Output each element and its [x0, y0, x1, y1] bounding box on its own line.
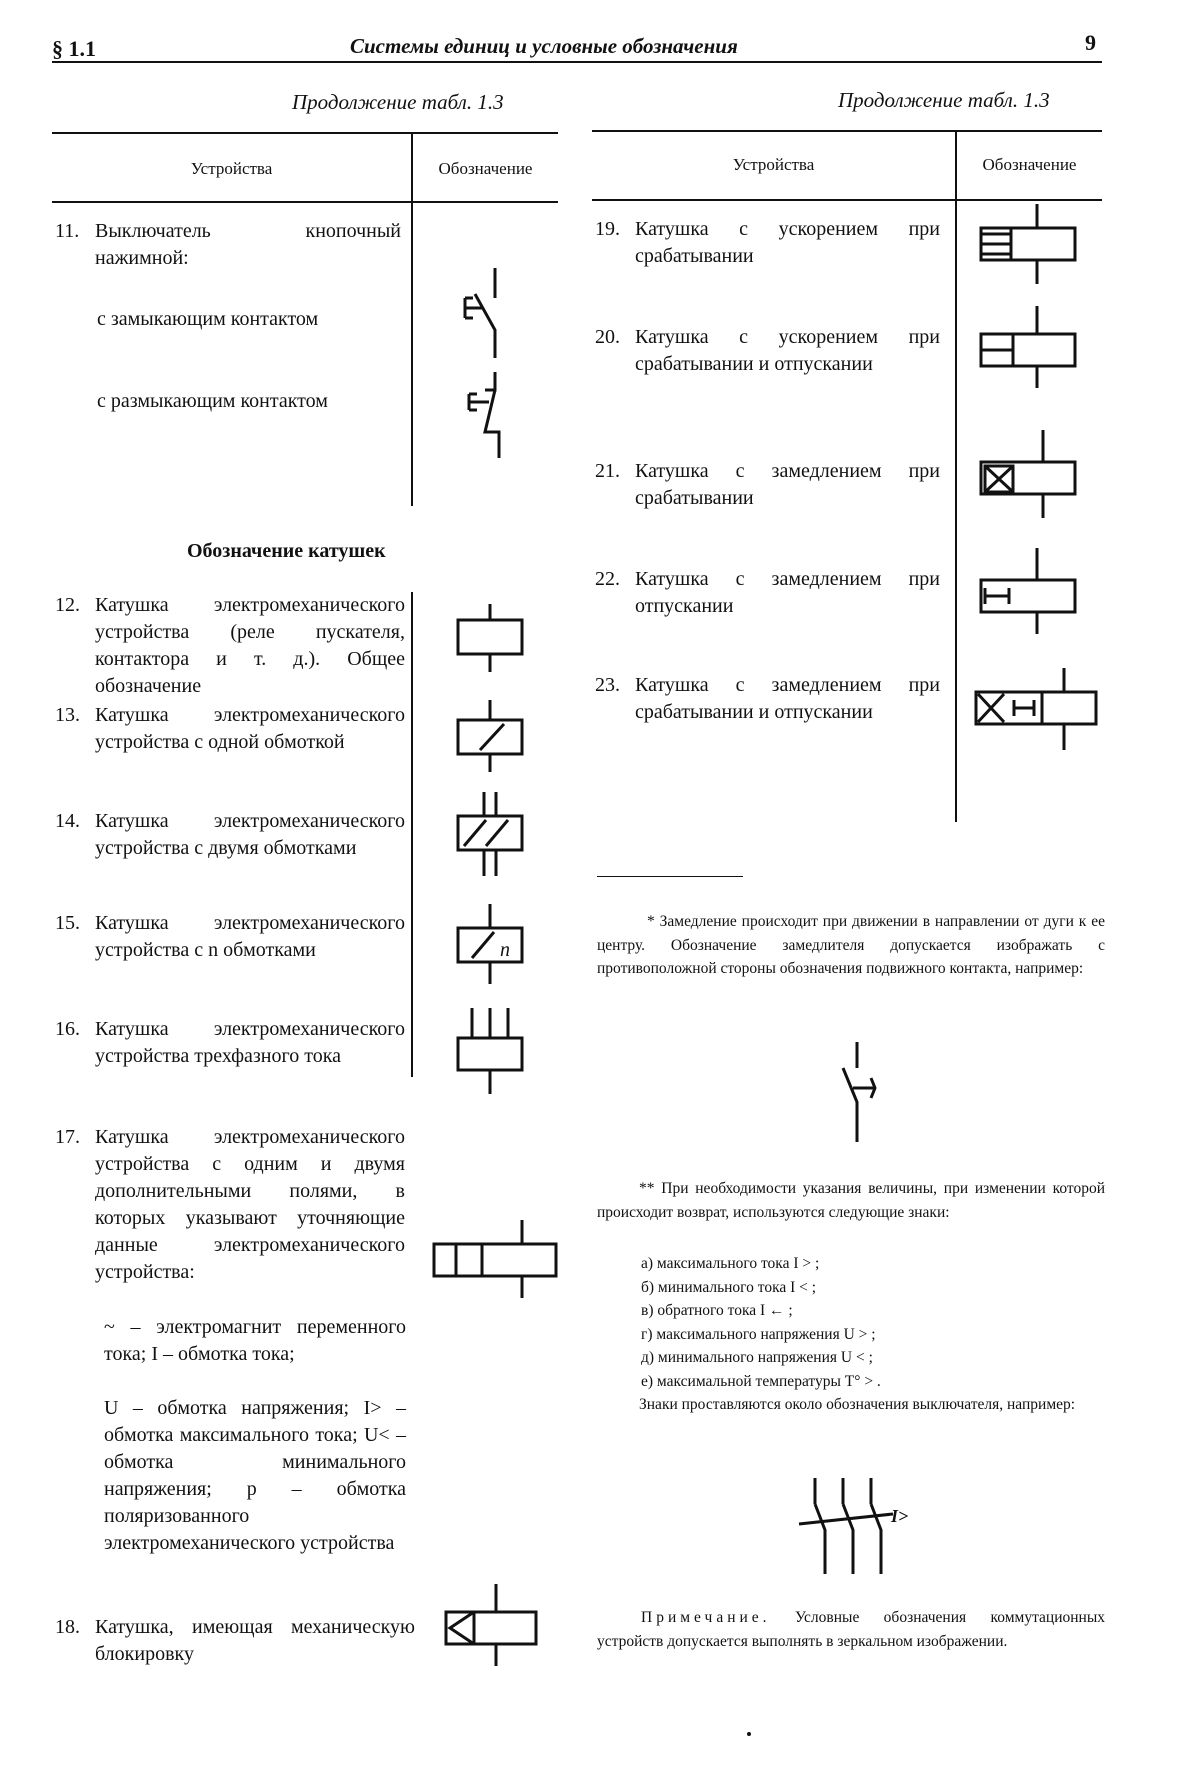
coil-delayed-operate-release-icon [970, 668, 1100, 756]
coil-three-phase-icon [450, 1008, 530, 1104]
right-table-top-rule [592, 130, 1102, 132]
item-text: Катушка с замедлением при срабатывании [635, 460, 940, 509]
right-table-divider [955, 130, 957, 822]
overcurrent-label: I> [891, 1506, 909, 1526]
item-text: Катушка с ускорением при срабатывании и отпускании [635, 326, 940, 375]
coil-delayed-release-icon [975, 548, 1075, 638]
sub-item-break-contact: с размыкающим контактом [97, 390, 328, 412]
list-item [595, 672, 945, 762]
footnote-2-outro: Знаки проставляются около обозначения выключателя, например: [639, 1396, 1076, 1413]
right-table-header-rule [592, 199, 1102, 201]
item-number: 11. [55, 220, 80, 242]
list-item [55, 1614, 415, 1674]
sign-max-current: а) максимального тока I > ; [641, 1255, 820, 1272]
item-text: Катушка электромеханического устройства с двумя обмотками [95, 810, 405, 859]
left-table-divider-lower [411, 592, 413, 1077]
coil-extra-fields-icon [430, 1220, 570, 1300]
note-paragraph [597, 1606, 1105, 1653]
sign-reverse-current: в) обратного тока I ← ; [641, 1302, 793, 1319]
section-number: § 1.1 [52, 36, 96, 61]
list-item [55, 808, 405, 892]
section-heading: Обозначение катушек [187, 540, 386, 562]
list-item [55, 592, 405, 702]
sub-item-make-contact: с замыкающим контактом [97, 308, 319, 330]
note-label: Примечание. [641, 1609, 771, 1626]
page-number: 9 [1085, 30, 1096, 55]
right-continuation-label: Продолжение табл. 1.3 [838, 88, 1050, 112]
item-number: 21. [595, 460, 620, 482]
list-item [595, 216, 945, 276]
sign-max-temperature: е) максимальной температуры T° > . [641, 1372, 881, 1390]
item-text: Катушка с замедлением при срабатывании и отпускании [635, 674, 940, 723]
item-number: 20. [595, 326, 620, 348]
pushbutton-make-contact-icon [455, 268, 535, 368]
n-label: n [500, 939, 510, 961]
item-text: Катушка электромеханического устройства (реле пускателя, контактора и т. д.). Общее обозначение [95, 594, 405, 697]
item17-detail-2: U – обмотка напряжения; I> – обмотка максимального тока; U< – обмотка минимального напряжения; p – обмотка поляризованного электромеханического устройства [104, 1397, 406, 1554]
item-text: Катушка электромеханического устройства трехфазного тока [95, 1018, 405, 1067]
note-text: Условные обозначения коммутационных устройств допускается выполнять в зеркальном изображении. [597, 1609, 1106, 1650]
coil-mechanical-lock-icon [440, 1584, 550, 1674]
coil-delayed-operate-icon [975, 430, 1075, 520]
item-text: Катушка электромеханического устройства с одним и двумя дополнительными полями, в которых указывают уточняющие данные электромеханического устройства: [95, 1126, 405, 1283]
list-item [595, 458, 945, 518]
footnote-rule [597, 876, 743, 877]
delayed-contact-example-icon [835, 1042, 895, 1142]
item-number: 16. [55, 1018, 80, 1040]
item-text: Катушка с замедлением при отпускании [635, 568, 940, 617]
right-column-header-symbol: Обозначение [982, 155, 1077, 174]
item-text: Катушка электромеханического устройства с n обмотками [95, 912, 405, 961]
list-item [55, 1124, 405, 1310]
item17-detail-1: ~ – электромагнит переменного тока; I – обмотка тока; [104, 1316, 406, 1365]
three-pole-breaker-example-icon [795, 1474, 935, 1594]
item-number: 19. [595, 218, 620, 240]
left-column-header-symbol: Обозначение [438, 159, 533, 178]
item-text: Катушка с ускорением при срабатывании [635, 218, 940, 267]
left-table-divider-upper [411, 132, 413, 506]
left-table-top-rule [52, 132, 558, 134]
item-text: Катушка, имеющая механическую блокировку [95, 1616, 415, 1665]
sign-min-voltage: д) минимального напряжения U < ; [641, 1349, 873, 1366]
coil-one-winding-icon [450, 700, 530, 780]
list-item [595, 566, 945, 626]
coil-accelerated-operate-release-icon [975, 306, 1075, 390]
item-number: 13. [55, 704, 80, 726]
item-number: 22. [595, 568, 620, 590]
item-number: 14. [55, 810, 80, 832]
left-table-header-rule [52, 201, 558, 203]
footnote-2-intro: ** При необходимости указания величины, при изменении которой происходит возврат, используются следующие знаки: [597, 1180, 1105, 1221]
pushbutton-break-contact-icon [455, 372, 535, 472]
left-continuation-label: Продолжение табл. 1.3 [292, 90, 504, 114]
item-number: 18. [55, 1616, 80, 1638]
page-mark [747, 1732, 751, 1736]
coil-accelerated-operate-icon [975, 204, 1075, 288]
item-text: Выключатель кнопочный нажимной: [95, 220, 401, 269]
right-column-header-devices: Устройства [732, 155, 815, 174]
item-number: 17. [55, 1126, 80, 1148]
header-rule [52, 61, 1102, 63]
left-column-header-devices: Устройства [190, 159, 273, 178]
footnote-1: * Замедление происходит при движении в направлении от дуги к ее центру. Обозначение замедлителя допускается изображать с противоположной стороны обозначения подвижного контакта, например: [597, 913, 1105, 977]
list-item [595, 324, 945, 384]
sign-min-current: б) минимального тока I < ; [641, 1278, 817, 1296]
sign-max-voltage: г) максимального напряжения U > ; [641, 1325, 876, 1343]
item-text: Катушка электромеханического устройства с одной обмоткой [95, 704, 405, 753]
list-item [55, 910, 405, 994]
coil-two-windings-icon [450, 792, 530, 884]
coil-n-windings-icon [450, 904, 534, 992]
item-number: 12. [55, 594, 80, 616]
item-number: 15. [55, 912, 80, 934]
running-title: Системы единиц и условные обозначения [350, 34, 738, 58]
list-item [55, 702, 405, 786]
list-item [55, 218, 401, 278]
footnote-2-list [641, 1252, 1101, 1393]
coil-general-icon [450, 604, 530, 684]
list-item [55, 1016, 405, 1100]
item-number: 23. [595, 674, 620, 696]
